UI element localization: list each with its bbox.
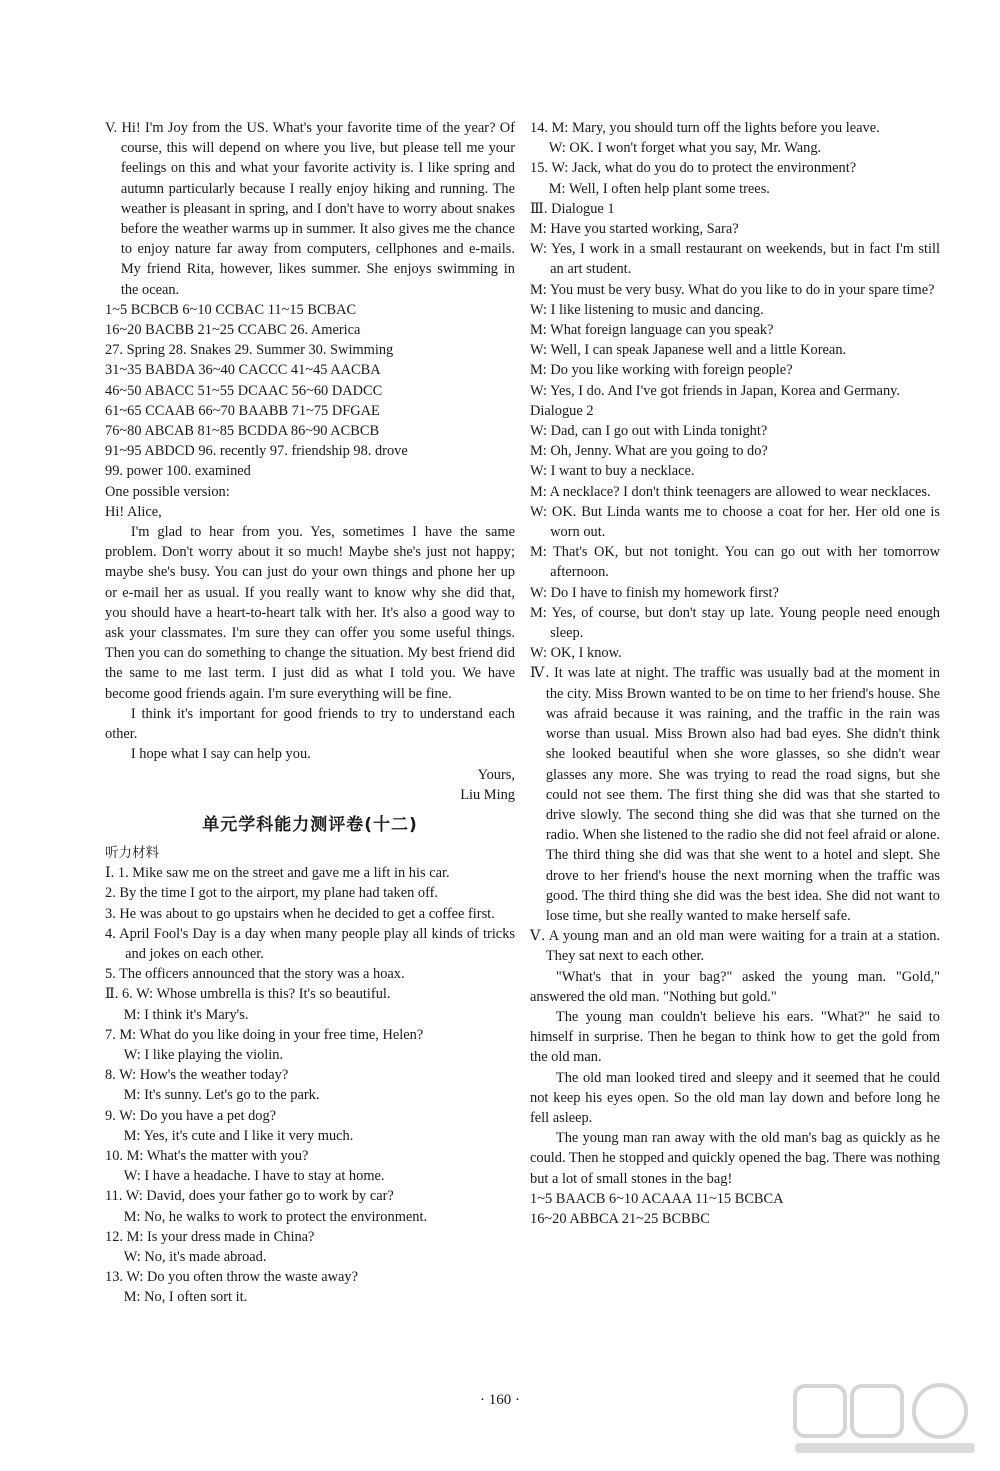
dialogue-line: W: I like listening to music and dancing. [530,301,764,318]
letter-intro: One possible version: [105,483,230,500]
story-paragraph: The young man ran away with the old man's bag as quickly as he could. Then he stopped and quickly opened the bag. There was nothing but a lot of small stones in the bag! [530,1130,940,1187]
answer-key-block [530,1189,940,1229]
dialog-answer: M: No, he walks to work to protect the environment. [123,1208,428,1225]
dialogue-line: M: Do you like working with foreign people? [530,362,793,379]
dialog-answer: M: It's sunny. Let's go to the park. [123,1087,320,1104]
left-column [105,118,515,1308]
dialog-answer: W: I like playing the violin. [123,1046,284,1063]
story-paragraph: Ⅴ. A young man and an old man were waiting for a train at a station. They sat next to each other. [530,928,940,965]
section-title: 单元学科能力测评卷(十二) [202,814,418,835]
answer-line: 46~50 ABACC 51~55 DCAAC 56~60 DADCC [105,382,383,399]
listening-label: 听力材料 [105,844,159,861]
story-paragraph: The young man couldn't believe his ears. "What?" he said to himself in surprise. Then he began to think how to get the gold from the old man. [530,1008,940,1066]
letter-signature: Liu Ming [460,786,515,803]
dialogue-1 [530,219,940,401]
listening-part-2-cont [530,118,940,199]
dialog-question: 9. W: Do you have a pet dog? [105,1107,277,1124]
dialogue-line: M: That's OK, but not tonight. You can go out with her tomorrow afternoon. [530,544,940,581]
listening-line: 3. He was about to go upstairs when he decided to get a coffee first. [105,905,495,922]
letter-closing: Yours, [477,766,515,783]
dialog-question: 7. M: What do you like doing in your free time, Helen? [105,1026,424,1043]
watermark-logo-icon [790,1381,980,1456]
dialogue-line: W: Yes, I work in a small restaurant on weekends, but in fact I'm still an art student. [530,241,940,278]
answer-line: 91~95 ABDCD 96. recently 97. friendship 98. drove [105,443,408,460]
dialogue-line: M: Yes, of course, but don't stay up late. Young people need enough sleep. [530,604,940,642]
dialog-answer: W: No, it's made abroad. [123,1248,267,1265]
dialog-question: 11. W: David, does your father go to work by car? [105,1188,394,1205]
dialog-question: 13. W: Do you often throw the waste away? [105,1269,358,1286]
listening-part-1 [105,863,515,984]
letter-paragraph: I'm glad to hear from you. Yes, sometimes I have the same problem. Don't worry about it so much! Maybe she's just not happy; maybe she's busy. You can just do your own things and phone her up or e-mail her as usual. If you really want to know why she did that, you should have a heart-to-heart talk with her. It's also a good way to ask your classmates. I'm sure they can offer you some useful things. Then you can do something to change the situation. My best friend did the same to me last term. I just did as what I told you. We have become good friends again. I'm sure everything will be fine. [105,524,515,702]
listening-part-5 [530,926,940,1189]
answer-line: 76~80 ABCAB 81~85 BCDDA 86~90 ACBCB [105,423,380,440]
dialogue-line: W: Dad, can I go out with Linda tonight? [530,423,768,440]
dialogue-line: M: Oh, Jenny. What are you going to do? [530,443,768,460]
dialogue-line: W: I want to buy a necklace. [530,463,695,480]
story-paragraph: "What's that in your bag?" asked the young man. "Gold," answered the old man. "Nothing but gold." [530,968,940,1005]
answer-key-block [105,300,515,482]
dialog-question: 12. M: Is your dress made in China? [105,1228,315,1245]
answer-line: 27. Spring 28. Snakes 29. Summer 30. Swimming [105,342,394,359]
letter-greeting: Hi! Alice, [105,503,162,520]
story-paragraph: The old man looked tired and sleepy and it seemed that he could not keep his eyes open. So the old man lay down and before long he fell asleep. [530,1069,940,1126]
dialogue-line: M: Have you started working, Sara? [530,221,739,238]
dialogue-line: W: OK. But Linda wants me to choose a coat for her. Her old one is worn out. [530,503,940,541]
dialogue-2 [530,421,940,663]
answer-line: 16~20 ABBCA 21~25 BCBBC [530,1210,710,1227]
answer-line: 99. power 100. examined [105,463,251,480]
dialog-answer: M: Yes, it's cute and I like it very much. [123,1127,354,1144]
listening-line: Ⅰ. 1. Mike saw me on the street and gave me a lift in his car. [105,865,450,882]
dialogue-1-label: Ⅲ. Dialogue 1 [530,200,615,217]
dialogue-line: M: What foreign language can you speak? [530,322,774,339]
letter-paragraph: I hope what I say can help you. [130,746,311,763]
dialogue-line: W: Well, I can speak Japanese well and a little Korean. [530,342,847,359]
dialog-question: Ⅱ. 6. W: Whose umbrella is this? It's so beautiful. [105,986,391,1003]
right-column [530,118,940,1229]
dialog-answer: W: OK. I won't forget what you say, Mr. Wang. [548,140,822,157]
dialogue-line: W: OK, I know. [530,645,622,662]
dialog-question: 15. W: Jack, what do you do to protect the environment? [530,160,857,177]
page-number: · 160 · [480,1392,520,1408]
listening-line: 4. April Fool's Day is a day when many people play all kinds of tricks and jokes on each other. [105,925,515,962]
listening-part-2 [105,984,515,1307]
answer-line: 61~65 CCAAB 66~70 BAABB 71~75 DFGAE [105,402,380,419]
dialog-question: 8. W: How's the weather today? [105,1067,289,1084]
answer-line: 31~35 BABDA 36~40 CACCC 41~45 AACBA [105,362,381,379]
listening-line: 5. The officers announced that the story was a hoax. [105,966,405,983]
dialogue-line: W: Do I have to finish my homework first? [530,584,779,601]
answer-line: 1~5 BCBCB 6~10 CCBAC 11~15 BCBAC [105,301,357,318]
dialogue-line: M: You must be very busy. What do you like to do in your spare time? [530,281,935,298]
letter-paragraph: I think it's important for good friends to try to understand each other. [105,705,515,743]
answer-line: 16~20 BACBB 21~25 CCABC 26. America [105,322,361,339]
dialog-question: 10. M: What's the matter with you? [105,1147,309,1164]
dialog-answer: M: No, I often sort it. [123,1289,248,1306]
dialog-question: 14. M: Mary, you should turn off the lights before you leave. [530,120,880,136]
dialogue-line: M: A necklace? I don't think teenagers are allowed to wear necklaces. [530,483,931,500]
listening-part-4: Ⅳ. It was late at night. The traffic was usually bad at the moment in the city. Miss Brown wanted to be on time to her friend's house. She was afraid because it was raining, and the traffic in the rain was worse than usual. Miss Brown also had bad eyes. She didn't think she looked beautiful when she wore glasses, so she didn't wear glasses any more. She was trying to read the road signs, but she could not see them. The first thing she did was that she started to drive slowly. The second thing she did was that she turned on the radio. When she listened to the radio she did not feel afraid or alone. The third thing she did was that she went to a hotel and slept. She drove to her friend's house the next morning when the traffic was good. The third thing she did was the best idea. She did not want to lose time, but she really wanted to make herself safe. [530,665,940,924]
dialog-answer: W: I have a headache. I have to stay at home. [123,1168,385,1185]
answer-line: 1~5 BAACB 6~10 ACAAA 11~15 BCBCA [530,1190,784,1207]
dialogue-line: W: Yes, I do. And I've got friends in Japan, Korea and Germany. [530,382,901,399]
dialog-answer: M: I think it's Mary's. [123,1006,249,1023]
reading-passage-v: V. Hi! I'm Joy from the US. What's your favorite time of the year? Of course, this will depend on where you live, but please tell me your feelings on this and what your favorite activity is. I like spring and autumn particularly because I really enjoy hiking and running. The weather is pleasant in spring, and I don't have to worry about snakes before the weather warms up in summer. It also gives me the chance to enjoy nature far away from computers, cellphones and e-mails. My friend Rita, however, likes summer. She enjoys swimming in the ocean. [105,120,515,298]
dialog-answer: M: Well, I often help plant some trees. [548,180,770,197]
listening-line: 2. By the time I got to the airport, my plane had taken off. [105,885,439,902]
dialogue-2-label: Dialogue 2 [530,402,594,419]
sample-letter [105,482,515,805]
